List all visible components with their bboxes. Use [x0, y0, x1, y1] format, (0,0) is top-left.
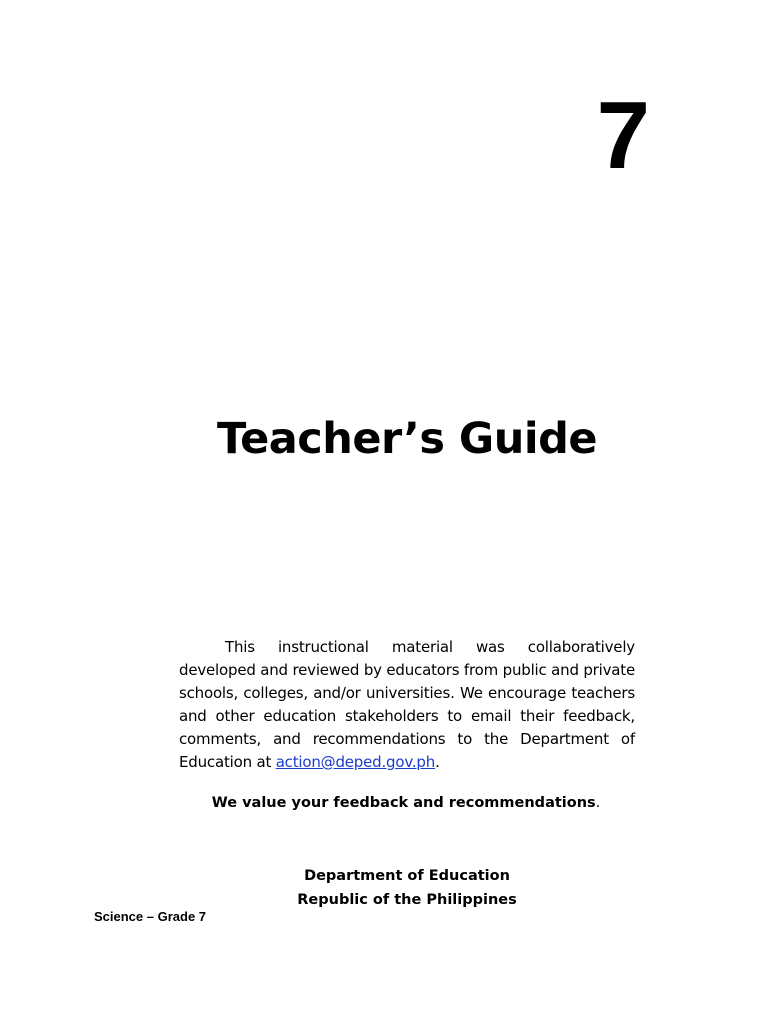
- footer-label: Science – Grade 7: [94, 909, 207, 924]
- intro-paragraph: [179, 636, 635, 774]
- email-link[interactable]: action@deped.gov.ph: [275, 753, 436, 771]
- intro-end: .: [435, 753, 440, 771]
- page-title: Teacher’s Guide: [216, 414, 598, 464]
- feedback-text: We value your feedback and recommendations: [211, 795, 596, 811]
- intro-text: This instructional material was collaboratively developed and reviewed by educators from public and private schools, colleges, and/or universities. We encourage teachers and other education stakeholders to email their feedback, comments, and recommendations to the Department of Education at: [179, 638, 635, 771]
- country-name: Republic of the Philippines: [297, 892, 517, 908]
- feedback-statement: [0, 795, 768, 811]
- department-name: Department of Education: [304, 868, 510, 884]
- feedback-end: .: [595, 795, 601, 811]
- publisher-block: [0, 864, 768, 912]
- grade-number: 7: [596, 82, 650, 189]
